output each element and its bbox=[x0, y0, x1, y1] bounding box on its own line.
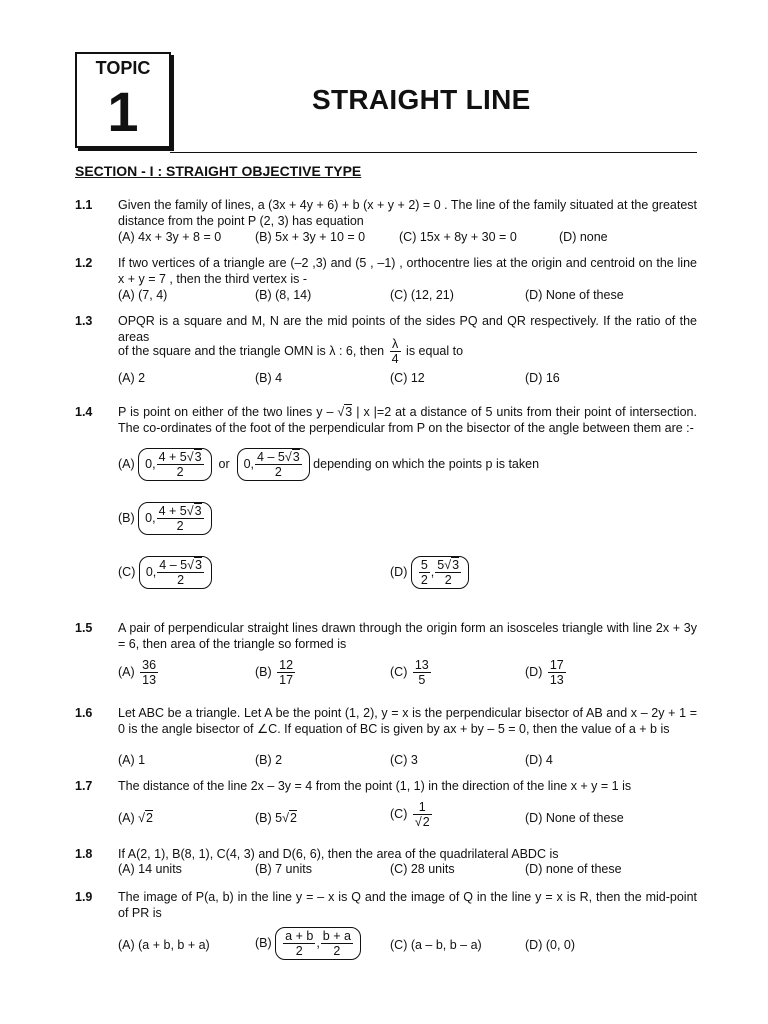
option-c: (C) 12 bbox=[390, 371, 425, 385]
option-a: (A) $\frac{36}{13}$ bbox=[118, 658, 157, 687]
options-row bbox=[118, 658, 697, 692]
option-c: (C) 3 bbox=[390, 753, 418, 767]
question-1-5 bbox=[75, 620, 697, 695]
options-row bbox=[118, 752, 697, 772]
option-d: (D) none bbox=[559, 230, 608, 244]
topic-label: TOPIC bbox=[95, 58, 151, 78]
option-d: (D) None of these bbox=[525, 288, 624, 302]
question-text: Given the family of lines, a (3x + 4y + 6) + b (x + y + 2) = 0 . The line of the family situated at the greatest distance from the point P (2, 3) has equation bbox=[118, 198, 697, 228]
question-1-4 bbox=[75, 404, 697, 604]
question-1-9 bbox=[75, 889, 697, 969]
option-c: (C) 28 units bbox=[390, 862, 455, 876]
option-b: (B) $\frac{12}{17}$ bbox=[255, 658, 294, 687]
option-a: (A) 0, $\frac{4 + 5√3}{2}$ or 0, $\frac{4 - 5√3}{2}$ depending on which the points p is taken bbox=[118, 450, 540, 479]
fraction: $\frac{\lambda}{4}$ bbox=[391, 337, 399, 366]
question-number: 1.6 bbox=[75, 706, 93, 720]
option-a: (A) 14 units bbox=[118, 862, 182, 876]
option-c: (C) $\frac{1}{√2}$ bbox=[390, 800, 430, 829]
question-1-2 bbox=[75, 255, 697, 305]
option-b: (B) (8, 14) bbox=[255, 288, 312, 302]
question-1-6 bbox=[75, 705, 697, 767]
question-text: The distance of the line 2x – 3y = 4 from the point (1, 1) in the direction of the line x + y = 1 is bbox=[118, 779, 632, 793]
question-1-3 bbox=[75, 313, 697, 388]
question-number: 1.2 bbox=[75, 256, 93, 270]
option-d: (D) (0, 0) bbox=[525, 938, 575, 952]
question-1-7 bbox=[75, 778, 697, 838]
topic-box bbox=[75, 52, 171, 148]
page-title: STRAIGHT LINE bbox=[312, 84, 531, 115]
option-c: (C) 0, $\frac{4 - 5√3}{2}$ bbox=[118, 556, 212, 589]
options-row bbox=[118, 556, 697, 596]
text: of the square and the triangle OMN is λ : 6, then bbox=[118, 343, 385, 358]
option-c: (C) $\frac{13}{5}$ bbox=[390, 658, 429, 687]
question-number: 1.9 bbox=[75, 890, 93, 904]
topic-number: 1 bbox=[107, 80, 139, 143]
question-number: 1.5 bbox=[75, 621, 93, 635]
option-d: (D) $\frac{5}{2}$ , $\frac{5√3}{2}$ bbox=[390, 556, 469, 589]
question-number: 1.7 bbox=[75, 779, 93, 793]
option-d: (D) 4 bbox=[525, 753, 553, 767]
option-d: (D) none of these bbox=[525, 862, 622, 876]
question-text: A pair of perpendicular straight lines drawn through the origin form an isosceles triangle with line 2x + 3y = 6, then area of the triangle so formed is bbox=[118, 621, 697, 651]
question-number: 1.3 bbox=[75, 314, 93, 328]
option-a: (A) (a + b, b + a) bbox=[118, 938, 210, 952]
option-d: (D) $\frac{17}{13}$ bbox=[525, 658, 564, 687]
title-rule bbox=[170, 152, 697, 153]
options-row bbox=[118, 800, 697, 836]
option-a: (A) 2 bbox=[118, 371, 146, 385]
option-b: (B) 7 units bbox=[255, 862, 312, 876]
options-row bbox=[118, 370, 697, 390]
question-1-8 bbox=[75, 846, 697, 880]
question-text: Let ABC be a triangle. Let A be the point (1, 2), y = x is the perpendicular bisector of AB and x – 2y + 1 = 0 is the angle bisector of ∠C. If equation of BC is given by ax + by – 5 = 0, then the value of a + b is bbox=[118, 706, 697, 736]
question-text: OPQR is a square and M, N are the mid points of the sides PQ and QR respectively. If the ratio of the areas bbox=[118, 314, 697, 344]
option-c: (C) (12, 21) bbox=[390, 288, 454, 302]
options-row bbox=[118, 861, 697, 881]
text: is equal to bbox=[406, 343, 464, 358]
option-b: (B) 2 bbox=[255, 753, 283, 767]
option-b: (B) 5x + 3y + 10 = 0 bbox=[255, 230, 366, 244]
option-a: (A) 1 bbox=[118, 753, 146, 767]
option-b: (B) 5√2 bbox=[255, 811, 297, 825]
question-number: 1.4 bbox=[75, 405, 93, 419]
question-number: 1.1 bbox=[75, 198, 93, 212]
question-number: 1.8 bbox=[75, 847, 93, 861]
question-text: If A(2, 1), B(8, 1), C(4, 3) and D(6, 6), then the area of the quadrilateral ABDC is bbox=[118, 847, 559, 861]
option-d: (D) None of these bbox=[525, 811, 624, 825]
option-b: (B) $\frac{a + b}{2}$ , $\frac{b + a}{2}$ bbox=[255, 927, 361, 960]
option-c: (C) 15x + 8y + 30 = 0 bbox=[399, 230, 517, 244]
options-row bbox=[118, 229, 697, 249]
option-b: (B) 0, $\frac{4 + 5√3}{2}$ bbox=[118, 502, 697, 542]
option-a: (A) √2 bbox=[118, 811, 153, 825]
option-c: (C) (a – b, b – a) bbox=[390, 938, 482, 952]
question-text: The image of P(a, b) in the line y = – x is Q and the image of Q in the line y = x is R, then the mid-point of PR is bbox=[118, 890, 697, 920]
options-row bbox=[118, 287, 697, 307]
option-d: (D) 16 bbox=[525, 371, 560, 385]
question-1-1 bbox=[75, 197, 697, 247]
question-text: P is point on either of the two lines y – √3 | x |=2 at a distance of 5 units from their point of intersection. The co-ordinates of the foot of the perpendicular from P on the bisector of the angle between them are :- bbox=[118, 405, 697, 435]
option-a: (A) (7, 4) bbox=[118, 288, 168, 302]
options-row bbox=[118, 927, 697, 963]
question-text-line2 bbox=[118, 337, 697, 369]
question-text: If two vertices of a triangle are (–2 ,3) and (5 , –1) , orthocentre lies at the origin and centroid on the line x + y = 7 , then the third vertex is - bbox=[118, 256, 697, 286]
option-a: (A) 4x + 3y + 8 = 0 bbox=[118, 230, 222, 244]
section-heading: SECTION - I : STRAIGHT OBJECTIVE TYPE bbox=[75, 163, 362, 179]
option-b: (B) 4 bbox=[255, 371, 283, 385]
